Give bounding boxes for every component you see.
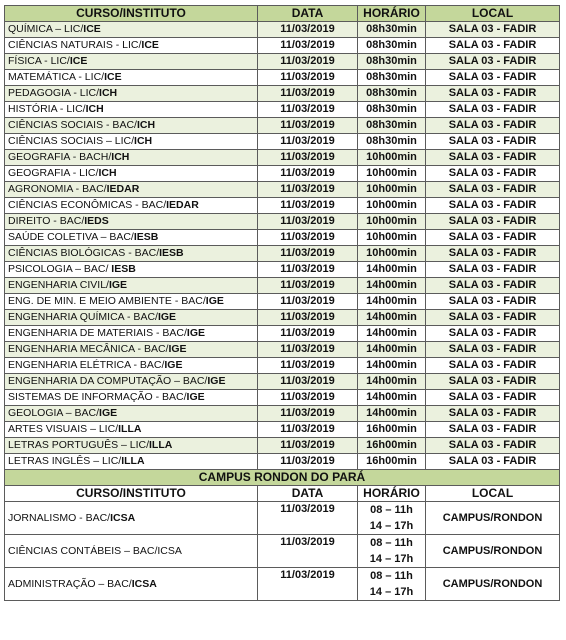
institute-code: IGE (207, 375, 226, 387)
institute-code: IGE (168, 343, 187, 355)
course-cell (5, 326, 258, 342)
time-cell: 08h30min (358, 86, 426, 102)
rondon-row (5, 535, 560, 568)
time-cell (358, 502, 426, 535)
location-cell: SALA 03 - FADIR (426, 358, 560, 374)
course-name: GEOGRAFIA - BACH/ (8, 151, 112, 163)
table-row (5, 22, 560, 38)
time-afternoon: 14 – 17h (369, 586, 414, 598)
course-cell (5, 390, 258, 406)
rondon-row (5, 502, 560, 535)
course-cell (5, 230, 258, 246)
time-cell: 08h30min (358, 38, 426, 54)
course-name: CIÊNCIAS CONTÁBEIS – BAC/ICSA (8, 544, 182, 557)
header-data: DATA (258, 6, 358, 22)
course-cell (5, 134, 258, 150)
time-cell: 10h00min (358, 166, 426, 182)
institute-code: IEDS (84, 215, 109, 227)
date-cell: 11/03/2019 (258, 326, 358, 342)
time-cell: 14h00min (358, 374, 426, 390)
institute-code: IESB (133, 231, 159, 243)
location-cell: SALA 03 - FADIR (426, 54, 560, 70)
time-cell: 08h30min (358, 54, 426, 70)
date-cell: 11/03/2019 (258, 86, 358, 102)
table-row (5, 166, 560, 182)
location-cell: SALA 03 - FADIR (426, 262, 560, 278)
date-cell: 11/03/2019 (258, 406, 358, 422)
location-cell: SALA 03 - FADIR (426, 326, 560, 342)
course-cell (5, 86, 258, 102)
date-cell: 11/03/2019 (258, 454, 358, 470)
location-cell: SALA 03 - FADIR (426, 86, 560, 102)
rondon-body (5, 470, 560, 601)
table-row (5, 134, 560, 150)
table-row (5, 390, 560, 406)
institute-code: ICH (99, 87, 118, 99)
date-cell: 11/03/2019 (258, 374, 358, 390)
header-horario: HORÁRIO (358, 6, 426, 22)
course-name: QUÍMICA – LIC/ (8, 23, 84, 35)
location-cell: SALA 03 - FADIR (426, 406, 560, 422)
table-row (5, 246, 560, 262)
time-cell (358, 568, 426, 601)
location-cell: SALA 03 - FADIR (426, 118, 560, 134)
institute-code: ILLA (149, 439, 173, 451)
institute-code: ICSA (131, 577, 157, 590)
date-cell: 11/03/2019 (258, 438, 358, 454)
table-row (5, 150, 560, 166)
rondon-header-local: LOCAL (426, 486, 560, 502)
institute-code: ILLA (118, 423, 142, 435)
location-cell: SALA 03 - FADIR (426, 310, 560, 326)
course-cell (5, 262, 258, 278)
course-cell (5, 454, 258, 470)
time-cell: 14h00min (358, 278, 426, 294)
date-cell: 11/03/2019 (258, 342, 358, 358)
schedule-body (5, 22, 560, 470)
institute-code: IGE (157, 311, 177, 323)
time-cell: 10h00min (358, 182, 426, 198)
time-cell: 08h30min (358, 118, 426, 134)
time-cell: 16h00min (358, 438, 426, 454)
date-cell: 11/03/2019 (258, 502, 358, 535)
institute-code: IESB (111, 263, 136, 275)
time-cell: 10h00min (358, 150, 426, 166)
course-name: CIÊNCIAS ECONÔMICAS - BAC/ (8, 199, 167, 211)
time-morning: 08 – 11h (370, 537, 413, 549)
course-name: GEOGRAFIA - LIC/ (8, 167, 99, 179)
location-cell: SALA 03 - FADIR (426, 214, 560, 230)
institute-code: IGE (205, 295, 224, 307)
date-cell: 11/03/2019 (258, 214, 358, 230)
time-cell: 08h30min (358, 70, 426, 86)
rondon-header-curso: CURSO/INSTITUTO (5, 486, 258, 502)
course-name: ENGENHARIA CIVIL/ (8, 279, 109, 291)
date-cell: 11/03/2019 (258, 422, 358, 438)
course-name: ENGENHARIA QUÍMICA - BAC/ (8, 311, 158, 323)
table-row (5, 70, 560, 86)
location-cell: SALA 03 - FADIR (426, 198, 560, 214)
time-cell: 14h00min (358, 342, 426, 358)
date-cell: 11/03/2019 (258, 182, 358, 198)
course-name: MATEMÁTICA - LIC/ (8, 71, 105, 83)
time-cell (358, 535, 426, 568)
table-row (5, 54, 560, 70)
table-row (5, 278, 560, 294)
date-cell: 11/03/2019 (258, 22, 358, 38)
course-cell (5, 246, 258, 262)
course-cell (5, 438, 258, 454)
course-cell (5, 214, 258, 230)
course-cell (5, 102, 258, 118)
table-row (5, 294, 560, 310)
course-name: SAÚDE COLETIVA – BAC/ (8, 231, 134, 243)
course-cell (5, 342, 258, 358)
date-cell: 11/03/2019 (258, 198, 358, 214)
table-row (5, 326, 560, 342)
date-cell: 11/03/2019 (258, 568, 358, 601)
institute-code: IGE (108, 279, 128, 291)
location-cell: SALA 03 - FADIR (426, 422, 560, 438)
header-curso: CURSO/INSTITUTO (5, 6, 258, 22)
location-cell: SALA 03 - FADIR (426, 166, 560, 182)
institute-code: ICE (83, 23, 101, 35)
time-cell: 14h00min (358, 406, 426, 422)
table-row (5, 230, 560, 246)
location-cell: SALA 03 - FADIR (426, 70, 560, 86)
rondon-header-horario: HORÁRIO (358, 486, 426, 502)
rondon-header-row (5, 486, 560, 502)
time-cell: 10h00min (358, 246, 426, 262)
institute-code: ICH (85, 103, 104, 115)
table-row (5, 406, 560, 422)
date-cell: 11/03/2019 (258, 54, 358, 70)
location-cell: SALA 03 - FADIR (426, 134, 560, 150)
location-cell: SALA 03 - FADIR (426, 102, 560, 118)
institute-code: ICH (134, 135, 153, 147)
course-cell (5, 406, 258, 422)
location-cell: SALA 03 - FADIR (426, 390, 560, 406)
time-morning: 08 – 11h (370, 504, 413, 516)
date-cell: 11/03/2019 (258, 38, 358, 54)
course-name: FÍSICA - LIC/ (8, 55, 70, 67)
course-cell (5, 70, 258, 86)
schedule-table (4, 5, 560, 601)
institute-code: ICE (104, 71, 122, 83)
institute-code: ILLA (121, 455, 145, 467)
course-name: CIÊNCIAS NATURAIS - LIC/ (8, 39, 142, 51)
institute-code: ICE (69, 55, 88, 67)
table-row (5, 102, 560, 118)
course-cell (5, 182, 258, 198)
course-name: PEDAGOGIA - LIC/ (8, 87, 100, 99)
rondon-row (5, 568, 560, 601)
time-afternoon: 14 – 17h (369, 553, 414, 565)
location-cell: SALA 03 - FADIR (426, 246, 560, 262)
course-name: DIREITO - BAC/ (8, 215, 85, 227)
date-cell: 11/03/2019 (258, 358, 358, 374)
table-row (5, 198, 560, 214)
table-row (5, 118, 560, 134)
institute-code: ICH (136, 119, 156, 131)
time-cell: 10h00min (358, 230, 426, 246)
institute-code: ICSA (110, 511, 136, 524)
course-name: JORNALISMO - BAC/ (8, 511, 111, 524)
course-cell (5, 198, 258, 214)
course-name: LETRAS INGLÊS – LIC/ (8, 455, 122, 467)
date-cell: 11/03/2019 (258, 134, 358, 150)
institute-code: ICE (141, 39, 159, 51)
location-cell: SALA 03 - FADIR (426, 374, 560, 390)
time-cell: 16h00min (358, 454, 426, 470)
date-cell: 11/03/2019 (258, 102, 358, 118)
course-name: ARTES VISUAIS – LIC/ (8, 423, 119, 435)
course-name: PSICOLOGIA – BAC/ (8, 263, 112, 275)
course-cell (5, 294, 258, 310)
campus-title-row (5, 470, 560, 486)
time-cell: 10h00min (358, 214, 426, 230)
time-cell: 14h00min (358, 358, 426, 374)
location-cell: SALA 03 - FADIR (426, 294, 560, 310)
course-cell (5, 310, 258, 326)
table-row (5, 214, 560, 230)
location-cell: SALA 03 - FADIR (426, 454, 560, 470)
time-cell: 16h00min (358, 422, 426, 438)
location-cell: SALA 03 - FADIR (426, 230, 560, 246)
course-cell (5, 278, 258, 294)
course-name: ENGENHARIA DA COMPUTAÇÃO – BAC/ (8, 375, 208, 387)
table-header-row (5, 6, 560, 22)
institute-code: ICH (111, 151, 130, 163)
table-row (5, 342, 560, 358)
course-name: AGRONOMIA - BAC/ (8, 183, 107, 195)
time-afternoon: 14 – 17h (369, 520, 414, 532)
course-name: ENGENHARIA DE MATERIAIS - BAC/ (8, 327, 187, 339)
table-row (5, 358, 560, 374)
header-local: LOCAL (426, 6, 560, 22)
date-cell: 11/03/2019 (258, 166, 358, 182)
date-cell: 11/03/2019 (258, 150, 358, 166)
institute-code: IGE (186, 391, 205, 403)
table-row (5, 438, 560, 454)
date-cell: 11/03/2019 (258, 535, 358, 568)
time-cell: 14h00min (358, 294, 426, 310)
institute-code: IGE (186, 327, 206, 339)
location-cell: CAMPUS/RONDON (426, 568, 560, 601)
table-row (5, 86, 560, 102)
date-cell: 11/03/2019 (258, 294, 358, 310)
time-cell: 10h00min (358, 198, 426, 214)
date-cell: 11/03/2019 (258, 278, 358, 294)
location-cell: SALA 03 - FADIR (426, 150, 560, 166)
course-cell (5, 22, 258, 38)
table-row (5, 422, 560, 438)
course-cell (5, 150, 258, 166)
time-cell: 14h00min (358, 310, 426, 326)
date-cell: 11/03/2019 (258, 262, 358, 278)
date-cell: 11/03/2019 (258, 70, 358, 86)
institute-code: IGE (164, 359, 183, 371)
campus-title: CAMPUS RONDON DO PARÁ (5, 470, 560, 486)
table-row (5, 310, 560, 326)
course-cell (5, 54, 258, 70)
course-name: ADMINISTRAÇÃO – BAC/ (8, 577, 132, 590)
location-cell: CAMPUS/RONDON (426, 535, 560, 568)
course-name: CIÊNCIAS SOCIAIS – LIC/ (8, 135, 135, 147)
location-cell: SALA 03 - FADIR (426, 342, 560, 358)
institute-code: ICH (98, 167, 117, 179)
course-cell (5, 535, 258, 568)
time-cell: 08h30min (358, 134, 426, 150)
time-cell: 08h30min (358, 102, 426, 118)
location-cell: SALA 03 - FADIR (426, 182, 560, 198)
institute-code: IEDAR (106, 183, 140, 195)
table-row (5, 38, 560, 54)
course-name: CIÊNCIAS SOCIAIS - BAC/ (8, 119, 137, 131)
location-cell: SALA 03 - FADIR (426, 22, 560, 38)
course-name: SISTEMAS DE INFORMAÇÃO - BAC/ (8, 391, 187, 403)
location-cell: CAMPUS/RONDON (426, 502, 560, 535)
date-cell: 11/03/2019 (258, 310, 358, 326)
table-row (5, 262, 560, 278)
course-name: ENGENHARIA MECÂNICA - BAC/ (8, 343, 169, 355)
course-cell (5, 568, 258, 601)
course-cell (5, 166, 258, 182)
date-cell: 11/03/2019 (258, 390, 358, 406)
course-name: ENG. DE MIN. E MEIO AMBIENTE - BAC/ (8, 295, 206, 307)
time-cell: 08h30min (358, 22, 426, 38)
time-cell: 14h00min (358, 390, 426, 406)
institute-code: IGE (99, 407, 118, 419)
course-cell (5, 422, 258, 438)
table-row (5, 374, 560, 390)
course-cell (5, 374, 258, 390)
institute-code: IESB (159, 247, 184, 259)
location-cell: SALA 03 - FADIR (426, 278, 560, 294)
course-cell (5, 502, 258, 535)
rondon-header-data: DATA (258, 486, 358, 502)
table-row (5, 454, 560, 470)
course-cell (5, 358, 258, 374)
time-morning: 08 – 11h (370, 570, 413, 582)
course-name: GEOLOGIA – BAC/ (8, 407, 100, 419)
time-cell: 14h00min (358, 262, 426, 278)
course-name: HISTÓRIA - LIC/ (8, 103, 86, 115)
location-cell: SALA 03 - FADIR (426, 38, 560, 54)
course-cell (5, 38, 258, 54)
course-name: CIÊNCIAS BIOLÓGICAS - BAC/ (8, 247, 160, 259)
date-cell: 11/03/2019 (258, 118, 358, 134)
course-name: LETRAS PORTUGUÊS – LIC/ (8, 439, 150, 451)
location-cell: SALA 03 - FADIR (426, 438, 560, 454)
time-cell: 14h00min (358, 326, 426, 342)
institute-code: IEDAR (166, 199, 199, 211)
date-cell: 11/03/2019 (258, 230, 358, 246)
table-row (5, 182, 560, 198)
date-cell: 11/03/2019 (258, 246, 358, 262)
course-cell (5, 118, 258, 134)
course-name: ENGENHARIA ELÉTRICA - BAC/ (8, 359, 165, 371)
